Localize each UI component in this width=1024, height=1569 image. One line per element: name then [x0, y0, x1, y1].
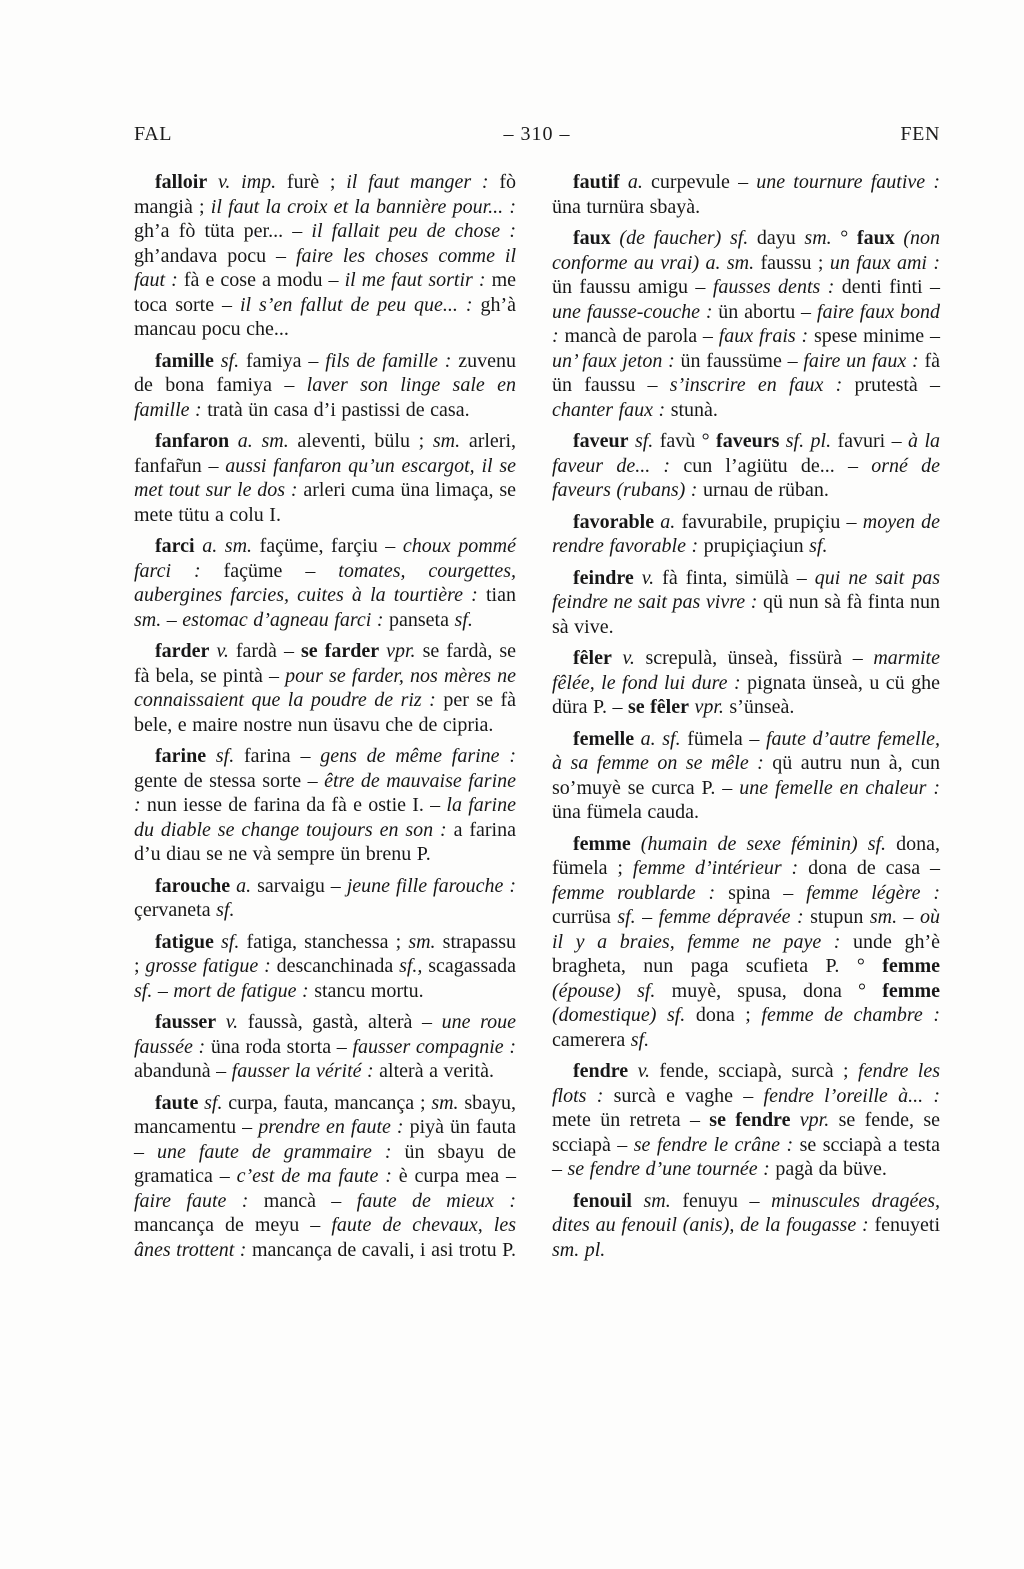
entry-faute [134, 1091, 516, 1263]
page-content [134, 123, 940, 1269]
text-segment: v. [611, 647, 635, 669]
headword: femme [882, 955, 940, 977]
text-segment: fò mangià ; [134, 171, 516, 218]
text-segment: fà ün faussu – [552, 349, 940, 396]
text-segment: fende, scciapà, surcà ; [649, 1060, 859, 1082]
text-segment: fatiga, stanchessa ; [239, 930, 409, 953]
entry-faux [552, 226, 940, 422]
text-segment: dayu [748, 227, 805, 249]
text-segment: c’est de ma faute : [236, 1165, 392, 1187]
headword: feindre [573, 566, 634, 589]
text-segment: faute de chevaux, les ânes trottent : [134, 1214, 516, 1261]
text-segment: tomates, courgettes, aubergines farcies, cuites à la tourtière : [134, 559, 516, 606]
headword: farouche [155, 874, 231, 897]
text-segment: un’ faux jeton : [552, 349, 675, 372]
text-segment: mancança de meyu – [134, 1214, 332, 1236]
text-segment: v. [216, 1011, 239, 1033]
text-segment: où il y a braies, femme ne paye : [552, 906, 941, 953]
text-segment: une faute de grammaire : [157, 1140, 392, 1163]
text-segment: mancà de parola – [558, 325, 719, 347]
text-segment: sf., [399, 955, 423, 977]
entry-fêler [552, 646, 940, 720]
text-segment: sf. [630, 1028, 650, 1051]
text-segment: sm. [631, 1189, 671, 1212]
text-segment: çervaneta [134, 899, 217, 921]
text-segment: fardà – [228, 640, 301, 662]
text-segment: – [152, 979, 174, 1002]
text-segment: v. [633, 566, 655, 589]
text-segment: faussu ; [754, 251, 830, 274]
text-segment: une fausse-couche : [552, 300, 713, 323]
text-segment: (de faucher) sf. [610, 227, 749, 249]
text-segment: scagassada [422, 955, 516, 977]
text-segment: sf. [134, 979, 153, 1002]
headword: fenouil [573, 1189, 632, 1212]
text-segment: ün faussu amigu – [552, 276, 713, 298]
text-segment: dona ; [685, 1004, 762, 1026]
text-segment: favuri – [831, 430, 909, 452]
entry-famille [134, 349, 516, 423]
text-segment: nun iesse de farina da fà e ostie I. – [140, 794, 447, 816]
text-segment: façüme – [200, 559, 339, 582]
text-segment: fausser compagnie : [352, 1035, 516, 1058]
text-segment: dona, fümela ; [552, 832, 940, 879]
entry-fenouil [552, 1189, 940, 1263]
entry-farine [134, 744, 516, 867]
entry-fendre [552, 1059, 940, 1182]
text-segment: sm. [869, 906, 898, 928]
text-segment: vpr. [790, 1109, 830, 1131]
text-segment: mancà – [248, 1189, 357, 1212]
entry-faveur [552, 429, 940, 503]
text-segment: femme roublarde : [552, 881, 716, 904]
text-segment: sf. [216, 899, 235, 921]
headword: faux [856, 227, 895, 249]
text-segment: ün faussüme – [674, 349, 804, 372]
text-segment: mort de fatigue : [173, 979, 309, 1002]
text-segment: – [161, 608, 183, 631]
entry-farci [134, 534, 516, 632]
text-segment: s’inscrire en faux : [669, 374, 843, 396]
text-segment: grosse fatigue : [145, 955, 271, 977]
headword: falloir [155, 171, 208, 193]
text-segment: – [635, 906, 659, 928]
text-segment: descanchinada [270, 955, 400, 977]
text-segment: farina – [234, 745, 321, 767]
headword: femme [573, 832, 631, 855]
text-segment: faire faux bond : [552, 300, 941, 347]
text-segment: faute d’autre femelle, à sa femme on se mêle : [552, 727, 941, 774]
text-segment: urnau de rüban. [697, 479, 829, 501]
text-segment: famiya – [239, 349, 326, 372]
text-segment: gente de stessa sorte – [134, 769, 325, 792]
entry-femelle [552, 727, 940, 825]
text-segment: il s’en fallut de peu que... : [239, 293, 473, 316]
text-segment: üna fümela cauda. [552, 801, 700, 823]
text-segment: moyen de rendre favorable : [552, 510, 941, 557]
text-segment: pignata ünseà, u cü ghe düra P. – [552, 671, 940, 718]
text-segment: fendre l’oreille à... : [763, 1084, 940, 1107]
text-segment: sf. [206, 745, 235, 767]
header-right-guideword: FEN [900, 123, 940, 145]
text-segment: gh’andava pocu – [134, 244, 296, 267]
text-segment: spese minime – [808, 325, 940, 347]
text-segment: ° [831, 227, 857, 249]
text-segment: faux frais : [718, 325, 809, 347]
text-segment: gh’a fò tüta per... – [134, 220, 312, 242]
text-segment: fausser la vérité : [231, 1060, 374, 1082]
text-segment: orné de faveurs (rubans) : [552, 454, 940, 501]
text-segment: sm. [432, 430, 461, 452]
text-segment: me toca sorte – [134, 269, 517, 316]
text-segment: sf. [628, 430, 654, 452]
text-segment: choux pommé farci : [134, 535, 516, 582]
headword: fatigue [155, 930, 214, 953]
text-segment: prendre en faute : [258, 1116, 404, 1138]
text-segment: fendre les flots : [552, 1060, 940, 1107]
text-segment: a. sm. [194, 535, 253, 557]
text-segment: qui ne sait pas feindre ne sait pas vivre : [552, 566, 940, 613]
text-segment: se fardà, se fà bela, se pintà – [134, 640, 516, 687]
text-segment: spina – [715, 881, 807, 904]
text-segment: fümela – [680, 727, 766, 750]
text-segment: s’ünseà. [723, 696, 795, 718]
text-segment: stupun [803, 906, 870, 928]
entry-fausser [134, 1010, 516, 1084]
headword: farine [155, 745, 207, 767]
text-segment: a farina d’u diau se ne và sempre ün brenu P. [134, 818, 516, 865]
headword: famille [155, 349, 214, 372]
headword: faux [573, 227, 611, 249]
text-segment: a. [230, 874, 252, 897]
text-segment: faire faute : [134, 1189, 249, 1212]
text-segment: mancança de cavali, i asi trotu P. [246, 1238, 516, 1261]
text-segment: fenuyeti [868, 1214, 940, 1236]
text-segment: sbayu, mancamentu – [134, 1091, 516, 1138]
text-segment: il faut manger : [346, 171, 489, 193]
text-segment: sf. [617, 906, 636, 928]
text-segment: camerera [552, 1028, 631, 1051]
text-segment: ün sbayu de gramatica – [134, 1140, 516, 1187]
text-segment: femme d’intérieur : [632, 857, 799, 879]
headword: faute [155, 1091, 199, 1114]
text-segment: minuscules dragées, dites au fenouil (anis), de la fougasse : [552, 1189, 940, 1236]
text-segment: sm. pl. [552, 1238, 606, 1261]
text-segment: sf. [809, 535, 828, 557]
text-segment: estomac d’agneau farci : [182, 608, 384, 631]
text-segment: façüme, farçiu – [252, 535, 403, 557]
text-segment: sf. pl. [779, 430, 832, 452]
text-segment: se fendre le crâne : [633, 1133, 794, 1156]
entry-fanfaron [134, 429, 516, 527]
text-segment: (domestique) sf. [552, 1004, 686, 1026]
text-segment: il faut la croix et la bannière pour... : [210, 195, 516, 218]
text-segment: curpa, fauta, mancança ; [222, 1091, 432, 1114]
text-segment: fà e cose a modu – [177, 269, 345, 291]
text-segment: piyà ün fauta – [134, 1116, 516, 1163]
text-segment: femme légère : [806, 881, 941, 904]
text-segment: a. [654, 510, 676, 533]
text-segment: faussà, gastà, alterà – [238, 1011, 442, 1033]
text-segment: vpr. [688, 696, 724, 718]
text-segment: sm. [408, 930, 436, 953]
headword: faveur [573, 430, 629, 452]
text-segment: arleri cuma üna limaça, se mete tütu a colu I. [134, 479, 516, 526]
text-segment: fausses dents : [712, 276, 835, 298]
text-segment: femme de chambre : [761, 1004, 940, 1026]
text-segment: è curpa mea – [391, 1165, 516, 1187]
text-segment: sf. [213, 930, 240, 953]
text-segment: stunà. [665, 398, 718, 421]
text-segment: arleri, fanfar̃un – [134, 430, 517, 477]
text-segment: mete ün retreta – [552, 1109, 710, 1131]
text-segment: sm. [804, 227, 832, 249]
headword: fêler [573, 647, 612, 669]
text-segment: à la faveur de... : [552, 430, 941, 477]
text-segment: muyè, spusa, dona ° [655, 979, 883, 1002]
entry-femme [552, 832, 940, 1053]
text-segment: sf. [454, 608, 473, 631]
text-segment: une femelle en chaleur : [739, 776, 940, 799]
headword: femelle [573, 727, 635, 750]
text-segment: une tournure fautive : [756, 171, 941, 193]
entry-farder [134, 639, 516, 737]
text-segment: gh’à mancau pocu che... [134, 293, 516, 340]
text-segment: v. [628, 1060, 650, 1082]
headword: se farder [300, 640, 380, 662]
text-segment: unde gh’è bragheta, nun paga scufieta P. ° [552, 930, 940, 977]
headword: fautif [573, 171, 620, 193]
headword: favorable [573, 510, 655, 533]
header-left-guideword: FAL [134, 123, 173, 145]
text-segment: v. imp. [207, 171, 277, 193]
text-segment: se fende, se scciapà – [552, 1109, 940, 1156]
text-segment: faire les choses comme il faut : [134, 244, 517, 291]
entry-fautif [552, 170, 940, 219]
text-segment: gens de même farine : [320, 745, 516, 767]
text-segment: (non conforme au vrai) a. sm. [552, 227, 940, 274]
text-segment: un faux ami : [829, 251, 940, 274]
headword: femme [882, 979, 940, 1002]
text-segment: chanter faux : [552, 398, 666, 421]
text-segment: currüsa [552, 906, 618, 928]
text-segment: denti finti – [834, 276, 940, 298]
text-segment: v. [209, 640, 229, 662]
text-segment: tian [477, 584, 516, 606]
text-segment: üna turnüra sbayà. [552, 195, 701, 218]
text-segment: favù ° [653, 430, 717, 452]
text-segment: üna roda storta – [205, 1035, 353, 1058]
text-segment: faute de mieux : [356, 1189, 517, 1212]
text-segment: cun l’agiütu de... – [670, 454, 872, 477]
text-segment: sarvaigu – [251, 874, 347, 897]
text-segment: ün abortu – [712, 300, 817, 323]
text-segment: qü nun sà fà finta nun sà vive. [552, 591, 940, 638]
headword: fanfaron [155, 430, 230, 452]
entry-falloir [134, 170, 516, 342]
text-segment: fenuyu – [670, 1189, 772, 1212]
headword: se fendre [709, 1109, 791, 1131]
text-segment: prutestà – [842, 374, 941, 396]
headword: fendre [573, 1060, 629, 1082]
text-columns [134, 170, 940, 1269]
text-segment: il fallait peu de chose : [311, 220, 516, 242]
text-segment: aussi fanfaron qu’un escargot, il se met tout sur le dos : [134, 454, 516, 501]
text-segment: abandunà – [134, 1060, 232, 1082]
page-number: – 310 – [503, 123, 571, 145]
entry-farouche [134, 874, 516, 923]
text-segment: – [897, 906, 921, 928]
text-segment: la farine du diable se change toujours en son : [134, 794, 516, 841]
text-segment: se scciapà a testa – [552, 1133, 940, 1180]
entry-favorable [552, 510, 940, 559]
text-segment: il me faut sortir : [344, 269, 486, 291]
text-segment: une roue faussée : [134, 1011, 516, 1058]
text-segment: alterà a verità. [373, 1060, 494, 1082]
headword: fausser [155, 1011, 217, 1033]
text-segment: pagà da büve. [769, 1158, 887, 1180]
text-segment: dona de casa – [798, 857, 940, 879]
text-segment: per se fà bele, e maire nostre nun üsavu che de cipria. [134, 689, 516, 736]
text-segment: sm. [134, 608, 162, 631]
text-segment: aleventi, bülu ; [288, 430, 433, 452]
headword: faveurs [716, 430, 780, 452]
entry-fatigue [134, 930, 516, 1004]
text-segment: être de mauvaise farine : [134, 769, 516, 816]
text-segment: vpr. [379, 640, 416, 662]
right-column [552, 170, 940, 1269]
text-segment: panseta [383, 608, 455, 631]
text-segment: sf. [198, 1091, 223, 1114]
text-segment: (épouse) sf. [552, 979, 656, 1002]
text-segment: surcà e vaghe – [603, 1084, 764, 1107]
text-segment: fà finta, simülà – [654, 566, 815, 589]
running-head [134, 123, 940, 146]
text-segment: stancu mortu. [308, 979, 424, 1002]
text-segment: screpulà, ünseà, fissürà – [634, 647, 874, 669]
left-column [134, 170, 516, 1269]
text-segment: prupiçiaçiun [698, 535, 810, 557]
headword: se fêler [627, 696, 689, 718]
text-segment: pour se farder, nos mères ne connaissaient que la poudre de riz : [134, 664, 517, 711]
text-segment: favurabile, prupiçiu – [675, 510, 863, 533]
text-segment: marmite fêlée, le fond lui dure : [552, 647, 940, 694]
text-segment: fils de famille : [325, 349, 452, 372]
text-segment: jeune fille farouche : [346, 874, 516, 897]
text-segment: strapassu ; [134, 930, 516, 977]
text-segment: qü autru nun à, cun so’muyè se curca P. – [552, 752, 940, 799]
text-segment: curpevule – [642, 171, 757, 193]
text-segment: zuvenu de bona famiya – [134, 349, 516, 396]
text-segment: a. [619, 171, 643, 193]
entry-feindre [552, 566, 940, 640]
headword: farder [155, 640, 210, 662]
headword: farci [155, 535, 195, 557]
text-segment: tratà ün casa d’i pastissi de casa. [201, 398, 470, 421]
text-segment: sm. [431, 1091, 459, 1114]
text-segment: se fendre d’une tournée : [567, 1158, 770, 1180]
text-segment: femme dépravée : [658, 906, 804, 928]
text-segment: (humain de sexe féminin) sf. [630, 832, 887, 855]
text-segment: a. sf. [634, 727, 681, 750]
text-segment: a. sm. [229, 430, 289, 452]
text-segment: laver son linge sale en famille : [134, 374, 516, 421]
text-segment: furè ; [276, 171, 347, 193]
text-segment: faire un faux : [803, 349, 919, 372]
text-segment: sf. [213, 349, 240, 372]
